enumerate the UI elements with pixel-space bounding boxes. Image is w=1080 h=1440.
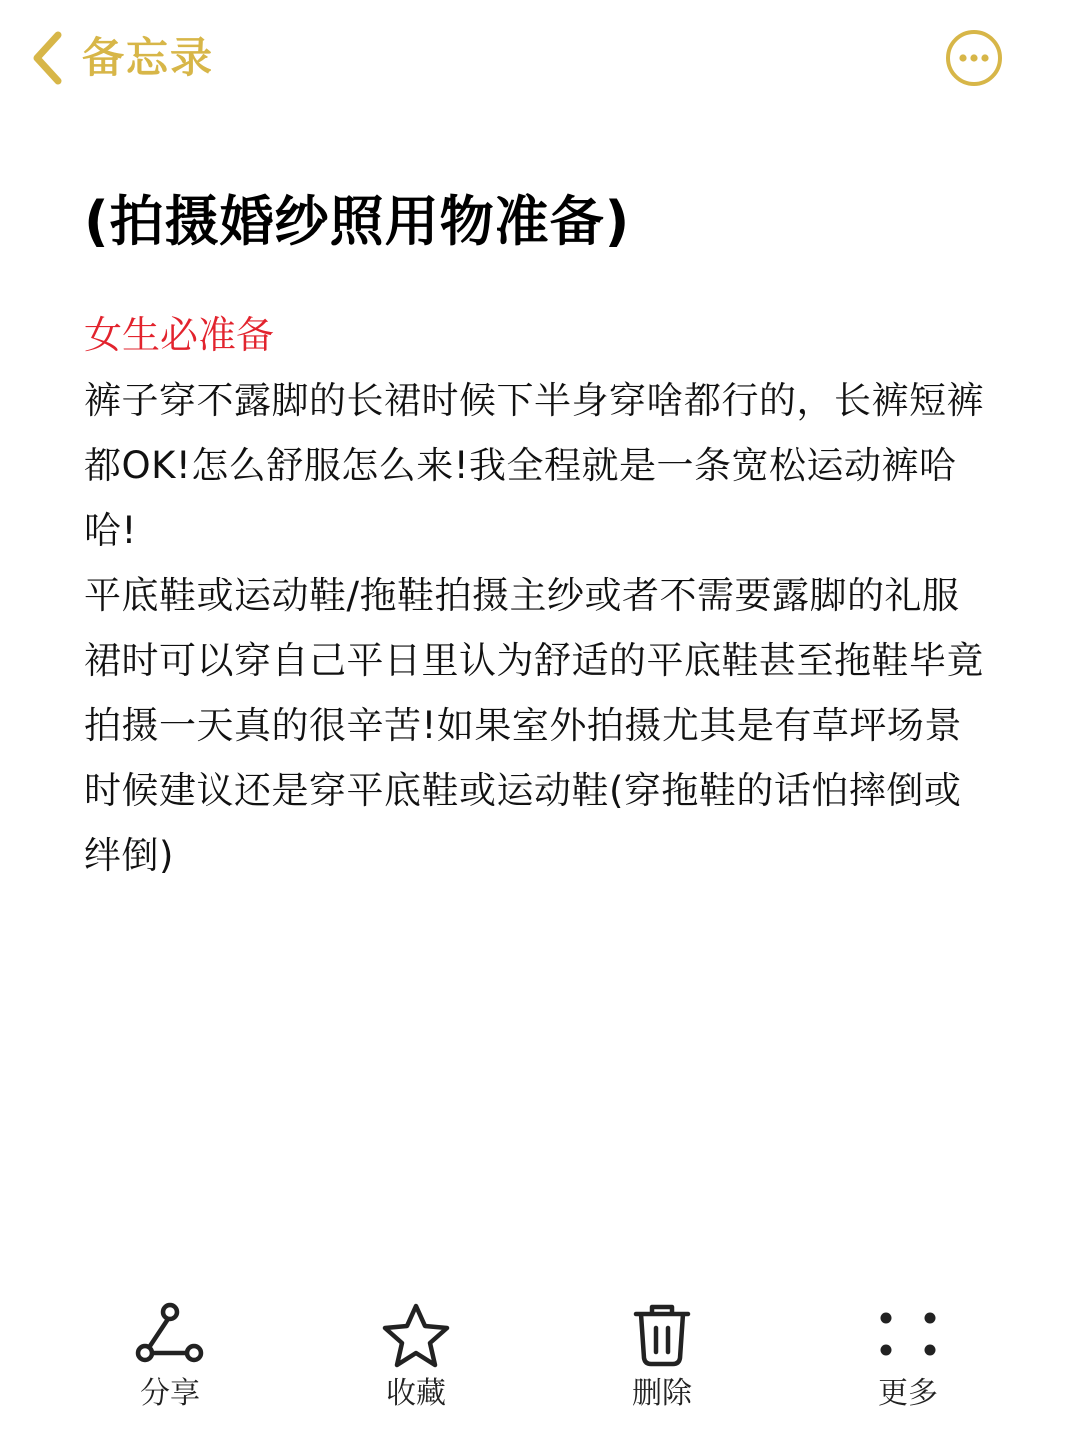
share-button[interactable] bbox=[90, 1296, 250, 1426]
favorite-label: 收藏 bbox=[386, 1376, 446, 1411]
share-label: 分享 bbox=[140, 1376, 200, 1411]
more-button[interactable] bbox=[828, 1296, 988, 1426]
ellipsis-circle-icon bbox=[944, 28, 1004, 88]
favorite-button[interactable] bbox=[336, 1296, 496, 1426]
more-options-button[interactable] bbox=[944, 28, 1004, 88]
navigation-bar bbox=[0, 0, 1080, 120]
delete-label: 删除 bbox=[632, 1376, 692, 1411]
note-body[interactable] bbox=[84, 180, 984, 888]
bottom-toolbar bbox=[0, 1296, 1080, 1426]
note-paragraph-shoes: 平底鞋或运动鞋/拖鞋拍摄主纱或者不需要露脚的礼服裙时可以穿自己平日里认为舒适的平底鞋甚至拖鞋毕竟拍摄一天真的很辛苦!如果室外拍摄尤其是有草坪场景时候建议还是穿平底鞋或运动鞋(穿拖鞋的话怕摔倒或绊倒) bbox=[84, 574, 984, 877]
back-label: 备忘录 bbox=[82, 33, 215, 82]
note-paragraph-pants: 裤子穿不露脚的长裙时候下半身穿啥都行的，长裤短裤都OK!怎么舒服怎么来!我全程就是一条宽松运动裤哈哈! bbox=[84, 379, 984, 552]
chevron-left-icon bbox=[30, 30, 64, 86]
delete-button[interactable] bbox=[582, 1296, 742, 1426]
note-title: (拍摄婚纱照用物准备) bbox=[84, 190, 631, 253]
back-button[interactable] bbox=[30, 26, 214, 90]
more-label: 更多 bbox=[878, 1376, 938, 1411]
section-heading: 女生必准备 bbox=[84, 313, 275, 357]
